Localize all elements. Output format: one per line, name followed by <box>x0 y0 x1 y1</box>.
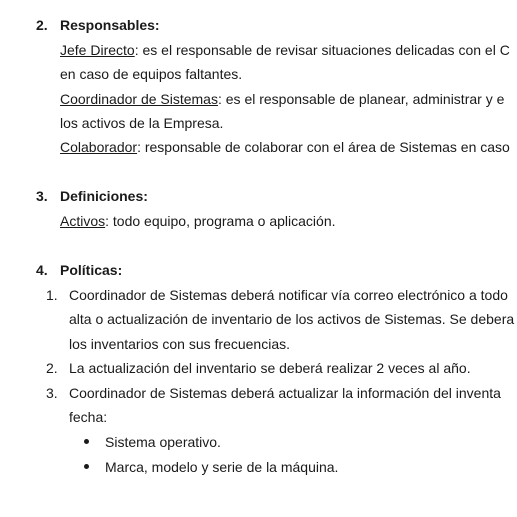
definition-term: Activos <box>60 213 106 229</box>
role-line <box>60 41 510 59</box>
role-term: Colaborador <box>60 139 138 155</box>
definition-text: : todo equipo, programa o aplicación. <box>105 213 336 229</box>
policy-line: La actualización del inventario se deberá realizar 2 veces al año. <box>69 360 471 376</box>
role-line <box>60 138 510 156</box>
role-continuation: los activos de la Empresa. <box>60 115 224 131</box>
section-heading: Políticas: <box>60 262 123 278</box>
role-text: : es el responsable de revisar situaciones delicadas con el C <box>134 42 510 58</box>
section-number: 3. <box>36 188 48 204</box>
section-number: 4. <box>36 262 48 278</box>
role-line <box>60 90 504 108</box>
bullet-icon <box>84 464 89 469</box>
section-heading: Responsables: <box>60 17 160 33</box>
policy-line: alta o actualización de inventario de los activos de Sistemas. Se debera <box>69 311 515 327</box>
role-text: : responsable de colaborar con el área de Sistemas en caso <box>137 139 510 155</box>
policy-number: 3. <box>46 385 58 401</box>
policy-number: 1. <box>46 287 58 303</box>
section-heading: Definiciones: <box>60 188 148 204</box>
definition-line <box>60 212 336 230</box>
bullet-item: Sistema operativo. <box>105 434 221 450</box>
role-term: Coordinador de Sistemas <box>60 91 218 107</box>
policy-line: los inventarios con sus frecuencias. <box>69 336 290 352</box>
section-number: 2. <box>36 17 48 33</box>
role-term: Jefe Directo <box>60 42 135 58</box>
policy-line: Coordinador de Sistemas deberá actualizar la información del inventa <box>69 385 501 401</box>
bullet-item: Marca, modelo y serie de la máquina. <box>105 459 339 475</box>
role-text: : es el responsable de planear, administrar y e <box>217 91 505 107</box>
policy-line: Coordinador de Sistemas deberá notificar vía correo electrónico a todo <box>69 287 508 303</box>
policy-number: 2. <box>46 360 58 376</box>
policy-line: fecha: <box>69 409 108 425</box>
bullet-icon <box>84 439 89 444</box>
role-continuation: en caso de equipos faltantes. <box>60 66 243 82</box>
